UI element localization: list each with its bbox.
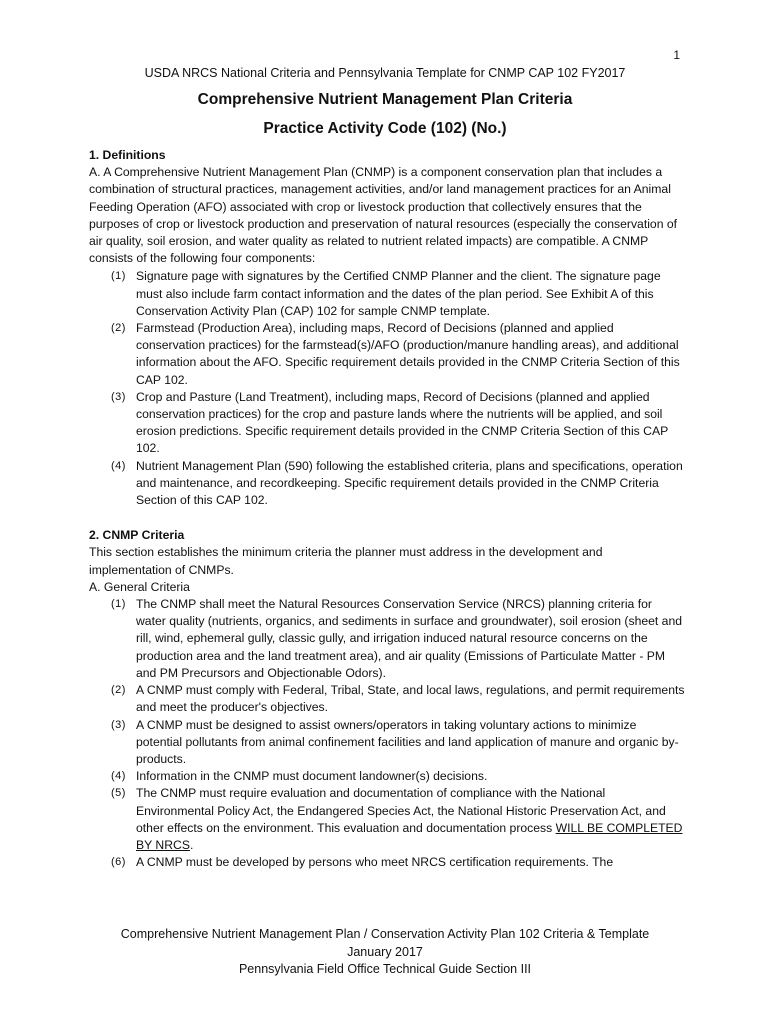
list-item-number: (2)	[111, 684, 126, 697]
list-item-number: (4)	[111, 770, 126, 783]
footer-line-3: Pennsylvania Field Office Technical Guide Section III	[238, 962, 532, 976]
document-subtitle: Practice Activity Code (102) (No.)	[263, 120, 507, 137]
list-item-number: (3)	[111, 718, 126, 731]
list-item-tail: .	[189, 837, 194, 852]
section-1-intro: A. A Comprehensive Nutrient Management Plan (CNMP) is a component conservation plan that includes a combination of structural practices, management activities, and/or land management practices for an Animal Feeding Operation (AFO) associated with crop or livestock production that collectively ensures that the purposes of crop or livestock production and preservation of natural resources (especially the conservation of air quality, soil erosion, and water quality as related to nutrient related impacts) are compatible. A CNMP consists of the following four components:	[89, 165, 678, 266]
list-item-text: The CNMP must require evaluation and documentation of compliance with the National Environmental Policy Act, the Endangered Species Act, the National Historic Preservation Act, and other effects on the environment. This evaluation and documentation process	[136, 786, 666, 835]
list-item-text: A CNMP must be designed to assist owners/operators in taking voluntary actions to minimize potential pollutants from animal confinement facilities and land application of manure and organic by-products.	[136, 717, 679, 766]
section-gap	[89, 509, 685, 527]
list-item	[89, 458, 685, 510]
list-item-text: The CNMP shall meet the Natural Resources Conservation Service (NRCS) planning criteria for water quality (nutrients, organics, and sediments in surface and groundwater), soil erosion (sheet and rill, wind, ephemeral gully, classic gully, and irrigation induced natural resource concerns on the production area and the land treatment area), and air quality (Emissions of Particulate Matter - PM and PM Precursors and Objectionable Odors).	[136, 597, 683, 680]
section-2-heading: 2. CNMP Criteria	[89, 528, 185, 543]
list-item	[89, 768, 685, 785]
list-item-number: (3)	[111, 390, 126, 403]
list-item	[89, 717, 685, 769]
page-number: 1	[673, 48, 680, 62]
section-2-list	[89, 596, 685, 871]
list-item-text: A CNMP must be developed by persons who meet NRCS certification requirements. The	[136, 855, 614, 870]
list-item	[89, 785, 685, 854]
list-item-text: Nutrient Management Plan (590) following the established criteria, plans and specifications, operation and maintenance, and recordkeeping. Specific requirement details provided in the CNMP Criteria Section of this CAP 102.	[136, 458, 683, 508]
section-1-list	[89, 268, 685, 509]
list-item-text: Signature page with signatures by the Certified CNMP Planner and the client. The signature page must also include farm contact information and the dates of the plan period. See Exhibit A of this Conservation Activity Plan (CAP) 102 for sample CNMP template.	[136, 269, 661, 318]
list-item-text: Farmstead (Production Area), including maps, Record of Decisions (planned and applied conservation practices) for the farmstead(s)/AFO (production/manure handling areas), and additional information about the AFO. Specific requirement details provided in the CNMP Criteria Section of this CAP 102.	[136, 321, 680, 387]
list-item-text: A CNMP must comply with Federal, Tribal, State, and local laws, regulations, and permit requirements and meet the producer's objectives.	[136, 683, 685, 715]
running-header: USDA NRCS National Criteria and Pennsylvania Template for CNMP CAP 102 FY2017	[144, 66, 626, 80]
list-item	[89, 268, 685, 320]
document-body	[89, 147, 685, 871]
list-item-number: (1)	[111, 270, 126, 283]
list-item	[89, 389, 685, 458]
list-item-number: (5)	[111, 787, 126, 800]
footer-line-2: January 2017	[347, 944, 423, 959]
list-item	[89, 682, 685, 716]
page-footer	[0, 926, 770, 979]
underlined-emphasis: WILL BE COMPLETED BY NRCS	[136, 820, 683, 852]
list-item-number: (4)	[111, 459, 126, 472]
section-2-intro: This section establishes the minimum criteria the planner must address in the development and implementation of CNMPs.	[89, 545, 603, 577]
list-item-text: Information in the CNMP must document landowner(s) decisions.	[136, 769, 488, 784]
document-title: Comprehensive Nutrient Management Plan Criteria	[197, 91, 573, 108]
footer-line-1: Comprehensive Nutrient Management Plan / Conservation Activity Plan 102 Criteria & Template	[120, 927, 650, 941]
list-item-number: (2)	[111, 322, 126, 335]
list-item-number: (1)	[111, 598, 126, 611]
list-item-number: (6)	[111, 856, 126, 869]
list-item	[89, 596, 685, 682]
list-item	[89, 854, 685, 871]
list-item-text: Crop and Pasture (Land Treatment), including maps, Record of Decisions (planned and applied conservation practices) for the crop and pasture lands where the nutrients will be applied, and soil erosion predictions. Specific requirement details provided in the CNMP Criteria Section of this CAP 102.	[136, 389, 668, 456]
section-2-subheading: A. General Criteria	[89, 579, 190, 594]
list-item	[89, 320, 685, 389]
section-1-heading: 1. Definitions	[89, 148, 166, 162]
